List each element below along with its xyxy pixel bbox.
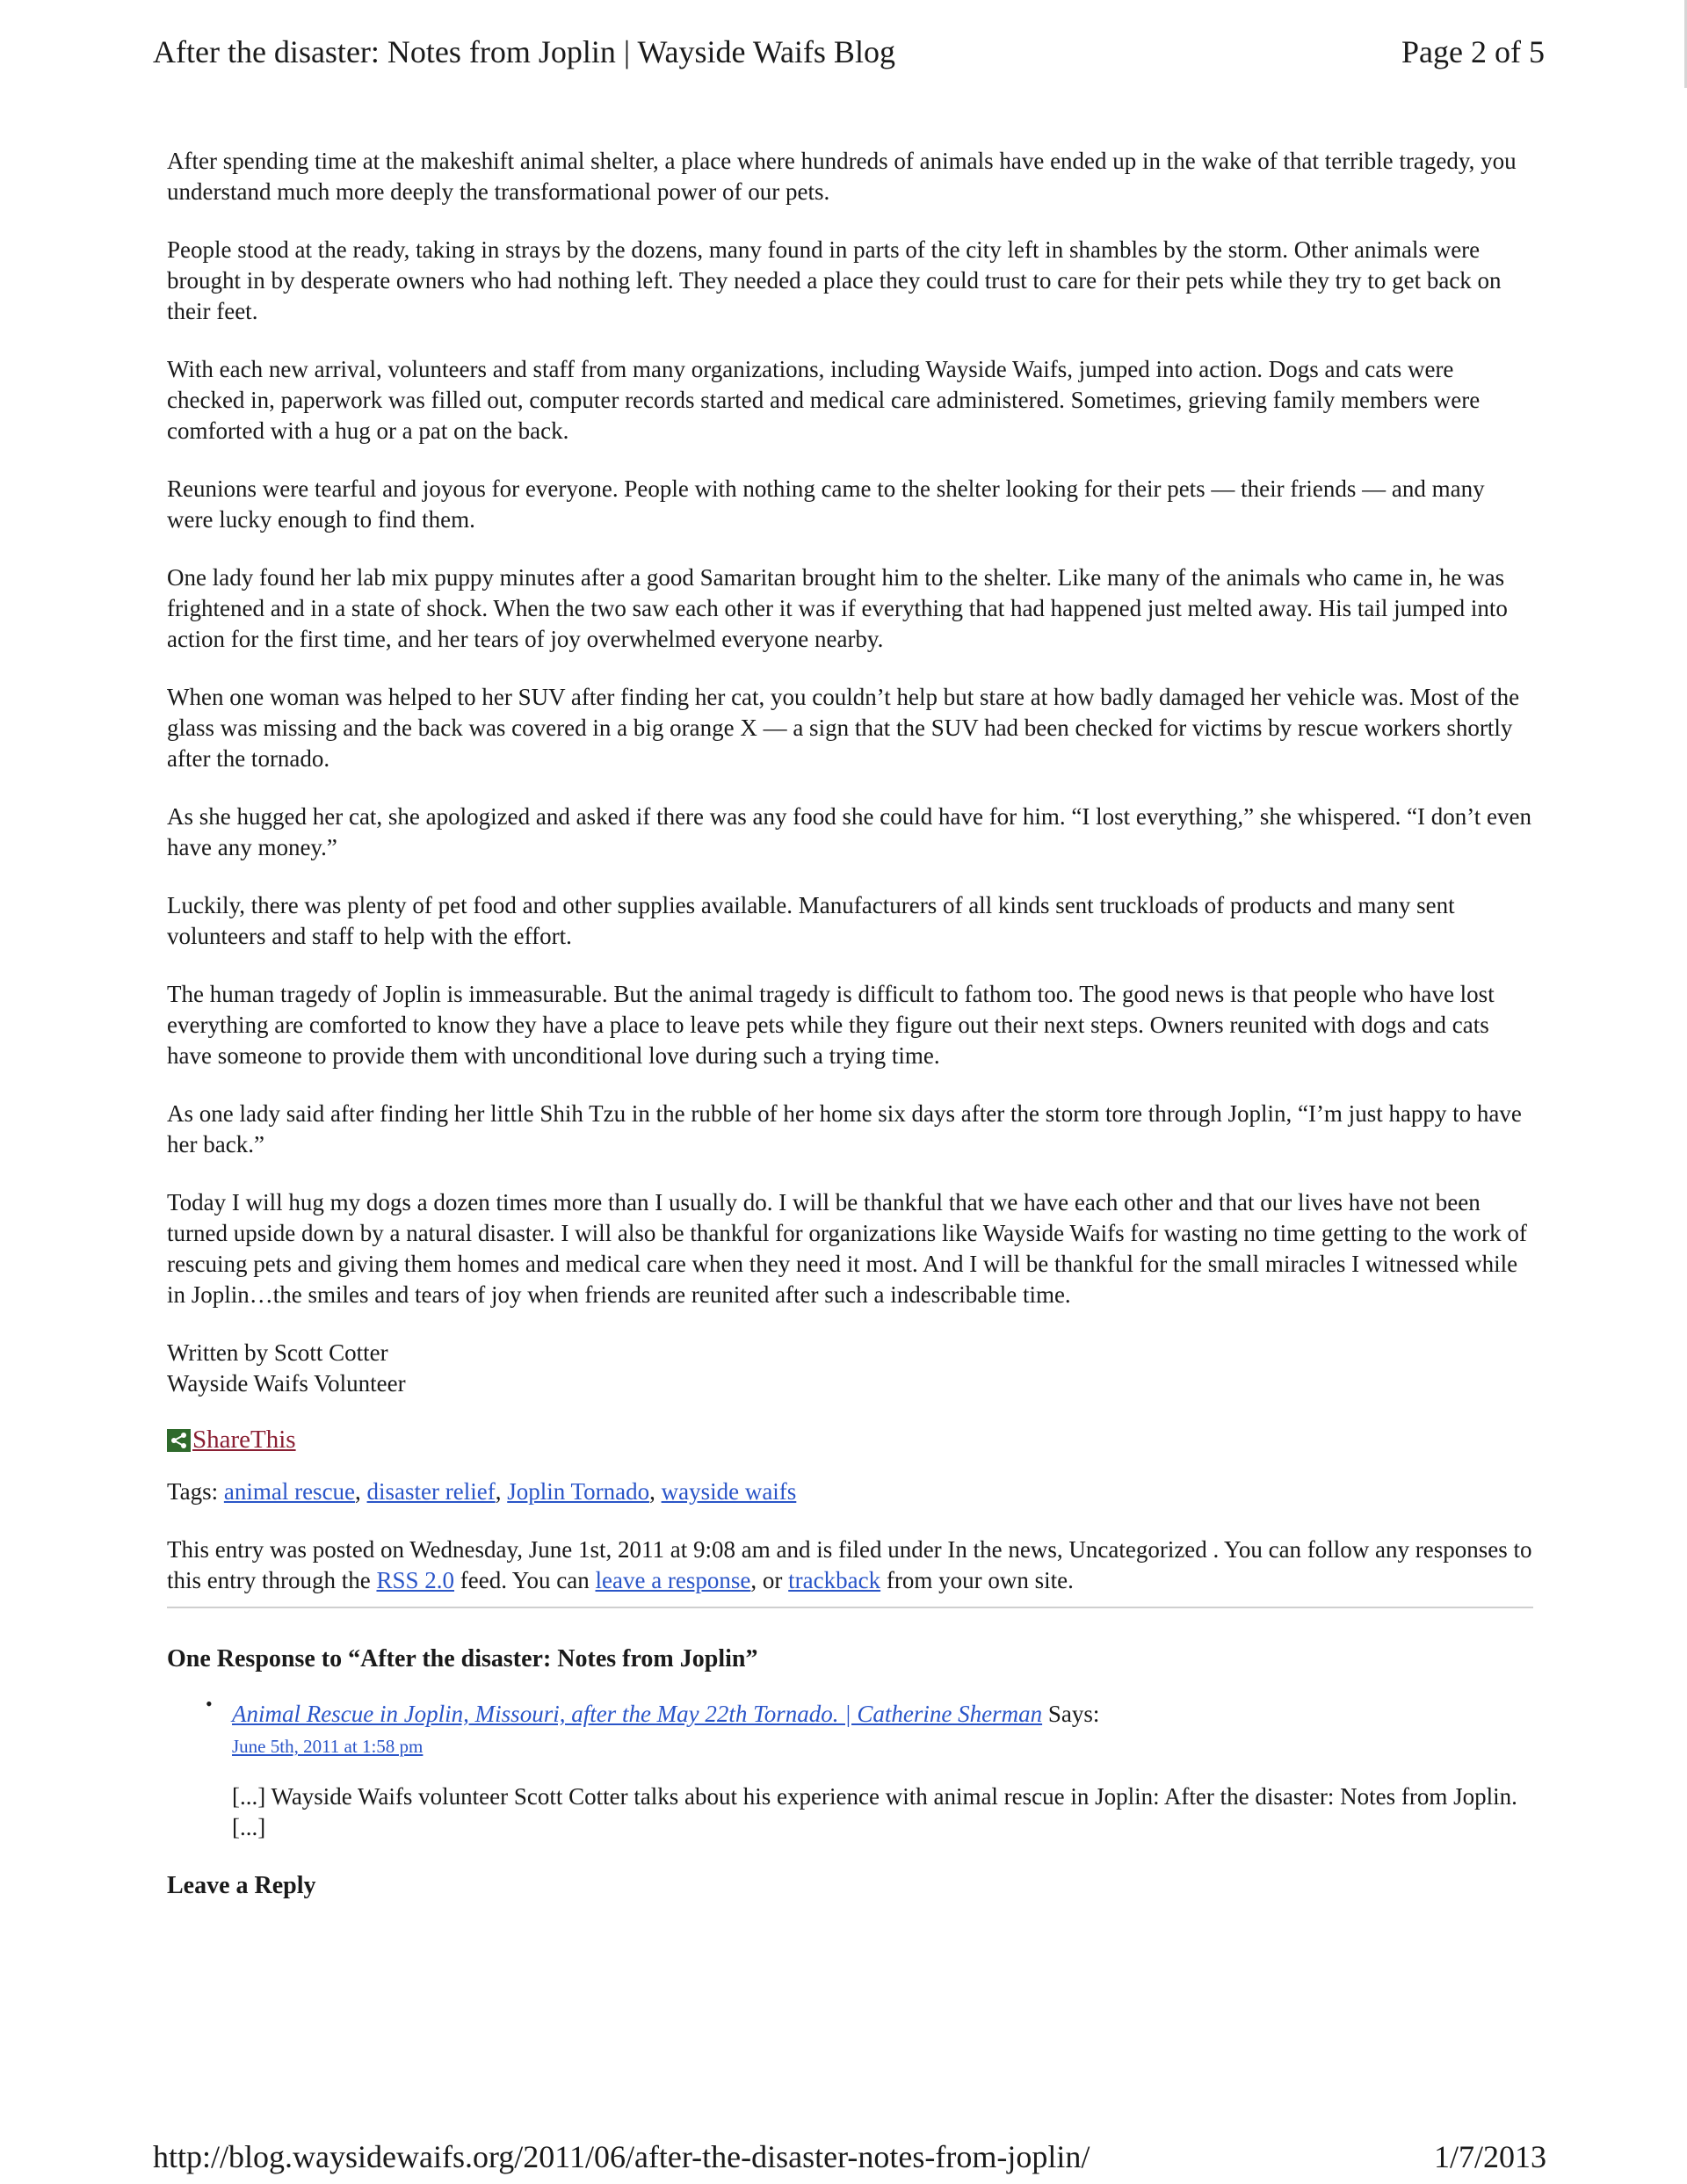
post-meta-text: feed. You can — [460, 1567, 590, 1593]
comment-date-link[interactable]: June 5th, 2011 at 1:58 pm — [232, 1736, 424, 1757]
article-paragraph: Today I will hug my dogs a dozen times more than I usually do. I will be thankful that we have each other and that our lives have not been turned upside down by a natural disaster. I will also be thankful for organizations like Wayside Waifs for wasting no time getting to the work of rescuing pets and giving them homes and medical care when they need it most. And I will be thankful for the small miracles I witnessed while in Joplin…the smiles and tears of joy when friends are reunited after such a indescribable time. — [167, 1189, 1527, 1308]
comment-says: Says: — [1047, 1701, 1100, 1727]
comment-text: [...] Wayside Waifs volunteer Scott Cotter talks about his experience with animal rescue in Joplin: After the disaster: Notes from Joplin. [...] — [232, 1783, 1517, 1840]
leave-reply-heading: Leave a Reply — [167, 1872, 316, 1899]
article-paragraph: Luckily, there was plenty of pet food and other supplies available. Manufacturers of all kinds sent truckloads of products and many sent volunteers and staff to help with the effort. — [167, 892, 1455, 949]
comment-header — [232, 1699, 1533, 1730]
rss-link[interactable]: RSS 2.0 — [376, 1567, 455, 1593]
footer-date: 1/7/2013 — [1433, 2139, 1546, 2174]
post-meta-text: from your own site. — [886, 1567, 1074, 1593]
comment-item — [206, 1693, 1533, 1843]
article-paragraph: Reunions were tearful and joyous for everyone. People with nothing came to the shelter looking for their pets — their friends — and many were lucky enough to find them. — [167, 475, 1485, 533]
article-content — [167, 146, 1533, 1901]
article-paragraph: One lady found her lab mix puppy minutes after a good Samaritan brought him to the shelter. Like many of the animals who came in, he was frightened and in a state of shock. When the two saw each other it was if everything that had happened just melted away. His tail jumped into action for the first time, and her tears of joy overwhelmed everyone nearby. — [167, 564, 1508, 652]
page-number: Page 2 of 5 — [1401, 34, 1545, 69]
footer-url: http://blog.waysidewaifs.org/2011/06/after-the-disaster-notes-from-joplin/ — [153, 2139, 1090, 2174]
tag-link-wayside-waifs[interactable]: wayside waifs — [661, 1478, 797, 1505]
share-icon[interactable] — [167, 1429, 191, 1452]
tags-line: Tags: animal rescue, disaster relief, Joplin Tornado, wayside waifs — [167, 1478, 797, 1505]
divider — [167, 1607, 1533, 1608]
tag-link-disaster-relief[interactable]: disaster relief — [366, 1478, 496, 1505]
bullet: • — [206, 1693, 213, 1715]
byline-role: Wayside Waifs Volunteer — [167, 1370, 406, 1397]
post-meta — [167, 1535, 1533, 1596]
article-paragraph: The human tragedy of Joplin is immeasurable. But the animal tragedy is difficult to fathom too. The good news is that people who have lost everything are comforted to know they have a place to leave pets while they figure out their next steps. Owners reunited with dogs and cats have someone to provide them with unconditional love during such a trying time. — [167, 981, 1495, 1069]
article-paragraph: As she hugged her cat, she apologized and asked if there was any food she could have for him. “I lost everything,” she whispered. “I don’t even have any money.” — [167, 803, 1532, 860]
tag-link-animal-rescue[interactable]: animal rescue — [223, 1478, 356, 1505]
article-paragraph: After spending time at the makeshift animal shelter, a place where hundreds of animals have ended up in the wake of that terrible tragedy, you understand much more deeply the transformational power of our pets. — [167, 148, 1517, 205]
article-paragraph: With each new arrival, volunteers and staff from many organizations, including Wayside Waifs, jumped into action. Dogs and cats were checked in, paperwork was filled out, computer records started and medical care administered. Sometimes, grieving family members were comforted with a hug or a pat on the back. — [167, 356, 1481, 444]
responses-heading: One Response to “After the disaster: Notes from Joplin” — [167, 1645, 758, 1672]
tag-link-joplin-tornado[interactable]: Joplin Tornado — [507, 1478, 650, 1505]
article-paragraph: When one woman was helped to her SUV after finding her cat, you couldn’t help but stare at how badly damaged her vehicle was. Most of the glass was missing and the back was covered in a big orange X — a sign that the SUV had been checked for victims by rescue workers shortly after the tornado. — [167, 684, 1520, 772]
byline — [167, 1338, 1533, 1399]
trackback-link[interactable]: trackback — [788, 1567, 881, 1593]
page-header-title: After the disaster: Notes from Joplin | Wayside Waifs Blog — [153, 34, 895, 69]
leave-response-link[interactable]: leave a response — [595, 1567, 751, 1593]
comment-author-link[interactable]: Animal Rescue in Joplin, Missouri, after the May 22th Tornado. | Catherine Sherman — [232, 1701, 1043, 1727]
article-paragraph: As one lady said after finding her little Shih Tzu in the rubble of her home six days after the storm tore through Joplin, “I’m just happy to have her back.” — [167, 1100, 1522, 1157]
tags-label: Tags: — [167, 1478, 219, 1505]
share-this-link[interactable]: ShareThis — [192, 1426, 296, 1454]
share-this — [167, 1425, 1533, 1455]
post-meta-text: , or — [750, 1567, 783, 1593]
post-meta-text: This entry was posted on Wednesday, June 1st, 2011 at 9:08 am and is filed under In the news, Uncategorized . You can follow any responses to this entry through the — [167, 1536, 1532, 1593]
article-paragraph: People stood at the ready, taking in strays by the dozens, many found in parts of the city left in shambles by the storm. Other animals were brought in by desperate owners who had nothing left. They needed a place they could trust to care for their pets while they try to get back on their feet. — [167, 236, 1502, 324]
byline-author: Written by Scott Cotter — [167, 1339, 388, 1366]
